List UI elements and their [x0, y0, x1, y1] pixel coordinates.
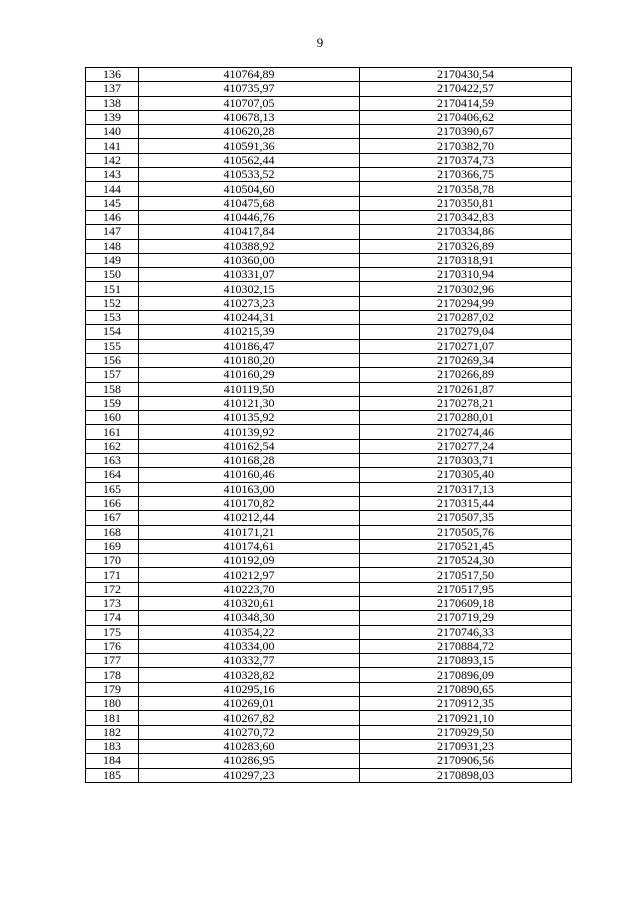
y-coordinate-cell: 2170266,89 [360, 368, 572, 382]
table-row [86, 239, 572, 253]
y-coordinate-cell: 2170517,50 [360, 568, 572, 582]
x-coordinate-cell: 410267,82 [139, 711, 360, 725]
x-coordinate-cell: 410121,30 [139, 396, 360, 410]
x-coordinate-cell: 410273,23 [139, 296, 360, 310]
x-coordinate-cell: 410388,92 [139, 239, 360, 253]
point-number-cell: 137 [86, 82, 139, 96]
x-coordinate-cell: 410223,70 [139, 582, 360, 596]
x-coordinate-cell: 410764,89 [139, 68, 360, 82]
x-coordinate-cell: 410735,97 [139, 82, 360, 96]
point-number-cell: 150 [86, 268, 139, 282]
table-row [86, 225, 572, 239]
table-row [86, 496, 572, 510]
point-number-cell: 176 [86, 639, 139, 653]
x-coordinate-cell: 410331,07 [139, 268, 360, 282]
table-row [86, 482, 572, 496]
point-number-cell: 163 [86, 454, 139, 468]
y-coordinate-cell: 2170358,78 [360, 182, 572, 196]
point-number-cell: 171 [86, 568, 139, 582]
point-number-cell: 136 [86, 68, 139, 82]
table-row [86, 282, 572, 296]
table-row [86, 697, 572, 711]
y-coordinate-cell: 2170898,03 [360, 768, 572, 782]
y-coordinate-cell: 2170274,46 [360, 425, 572, 439]
x-coordinate-cell: 410320,61 [139, 596, 360, 610]
table-row [86, 711, 572, 725]
point-number-cell: 139 [86, 110, 139, 124]
y-coordinate-cell: 2170524,30 [360, 554, 572, 568]
x-coordinate-cell: 410446,76 [139, 210, 360, 224]
y-coordinate-cell: 2170719,29 [360, 611, 572, 625]
y-coordinate-cell: 2170517,95 [360, 582, 572, 596]
x-coordinate-cell: 410283,60 [139, 739, 360, 753]
x-coordinate-cell: 410302,15 [139, 282, 360, 296]
point-number-cell: 152 [86, 296, 139, 310]
x-coordinate-cell: 410212,97 [139, 568, 360, 582]
table-row [86, 296, 572, 310]
x-coordinate-cell: 410707,05 [139, 96, 360, 110]
table-row [86, 253, 572, 267]
table-row [86, 739, 572, 753]
point-number-cell: 144 [86, 182, 139, 196]
point-number-cell: 174 [86, 611, 139, 625]
y-coordinate-cell: 2170390,67 [360, 125, 572, 139]
table-row [86, 568, 572, 582]
y-coordinate-cell: 2170279,04 [360, 325, 572, 339]
x-coordinate-cell: 410163,00 [139, 482, 360, 496]
point-number-cell: 159 [86, 396, 139, 410]
y-coordinate-cell: 2170912,35 [360, 697, 572, 711]
point-number-cell: 147 [86, 225, 139, 239]
point-number-cell: 148 [86, 239, 139, 253]
x-coordinate-cell: 410171,21 [139, 525, 360, 539]
x-coordinate-cell: 410354,22 [139, 625, 360, 639]
y-coordinate-cell: 2170382,70 [360, 139, 572, 153]
x-coordinate-cell: 410270,72 [139, 725, 360, 739]
point-number-cell: 154 [86, 325, 139, 339]
y-coordinate-cell: 2170271,07 [360, 339, 572, 353]
table-row [86, 68, 572, 82]
y-coordinate-cell: 2170746,33 [360, 625, 572, 639]
table-row [86, 325, 572, 339]
x-coordinate-cell: 410562,44 [139, 153, 360, 167]
x-coordinate-cell: 410160,46 [139, 468, 360, 482]
y-coordinate-cell: 2170884,72 [360, 639, 572, 653]
point-number-cell: 172 [86, 582, 139, 596]
x-coordinate-cell: 410295,16 [139, 682, 360, 696]
coordinates-table [85, 67, 572, 783]
point-number-cell: 181 [86, 711, 139, 725]
table-row [86, 168, 572, 182]
point-number-cell: 138 [86, 96, 139, 110]
table-row [86, 596, 572, 610]
table-row [86, 139, 572, 153]
y-coordinate-cell: 2170317,13 [360, 482, 572, 496]
point-number-cell: 180 [86, 697, 139, 711]
table-row [86, 654, 572, 668]
x-coordinate-cell: 410162,54 [139, 439, 360, 453]
table-row [86, 611, 572, 625]
point-number-cell: 156 [86, 353, 139, 367]
table-row [86, 511, 572, 525]
table-row [86, 411, 572, 425]
table-row [86, 768, 572, 782]
x-coordinate-cell: 410328,82 [139, 668, 360, 682]
table-row [86, 96, 572, 110]
table-row [86, 468, 572, 482]
y-coordinate-cell: 2170310,94 [360, 268, 572, 282]
x-coordinate-cell: 410180,20 [139, 353, 360, 367]
point-number-cell: 142 [86, 153, 139, 167]
y-coordinate-cell: 2170315,44 [360, 496, 572, 510]
y-coordinate-cell: 2170896,09 [360, 668, 572, 682]
x-coordinate-cell: 410170,82 [139, 496, 360, 510]
point-number-cell: 170 [86, 554, 139, 568]
x-coordinate-cell: 410160,29 [139, 368, 360, 382]
x-coordinate-cell: 410186,47 [139, 339, 360, 353]
point-number-cell: 184 [86, 754, 139, 768]
point-number-cell: 164 [86, 468, 139, 482]
point-number-cell: 177 [86, 654, 139, 668]
y-coordinate-cell: 2170521,45 [360, 539, 572, 553]
table-row [86, 725, 572, 739]
table-row [86, 353, 572, 367]
x-coordinate-cell: 410678,13 [139, 110, 360, 124]
y-coordinate-cell: 2170350,81 [360, 196, 572, 210]
table-row [86, 525, 572, 539]
x-coordinate-cell: 410286,95 [139, 754, 360, 768]
y-coordinate-cell: 2170929,50 [360, 725, 572, 739]
y-coordinate-cell: 2170278,21 [360, 396, 572, 410]
table-row [86, 311, 572, 325]
x-coordinate-cell: 410168,28 [139, 454, 360, 468]
point-number-cell: 151 [86, 282, 139, 296]
table-row [86, 539, 572, 553]
x-coordinate-cell: 410620,28 [139, 125, 360, 139]
y-coordinate-cell: 2170294,99 [360, 296, 572, 310]
y-coordinate-cell: 2170277,24 [360, 439, 572, 453]
table-row [86, 82, 572, 96]
x-coordinate-cell: 410297,23 [139, 768, 360, 782]
table-row [86, 625, 572, 639]
y-coordinate-cell: 2170287,02 [360, 311, 572, 325]
point-number-cell: 173 [86, 596, 139, 610]
table-row [86, 439, 572, 453]
x-coordinate-cell: 410533,52 [139, 168, 360, 182]
x-coordinate-cell: 410360,00 [139, 253, 360, 267]
point-number-cell: 140 [86, 125, 139, 139]
y-coordinate-cell: 2170609,18 [360, 596, 572, 610]
y-coordinate-cell: 2170326,89 [360, 239, 572, 253]
point-number-cell: 146 [86, 210, 139, 224]
x-coordinate-cell: 410119,50 [139, 382, 360, 396]
point-number-cell: 167 [86, 511, 139, 525]
table-row [86, 196, 572, 210]
table-row [86, 210, 572, 224]
point-number-cell: 169 [86, 539, 139, 553]
y-coordinate-cell: 2170318,91 [360, 253, 572, 267]
y-coordinate-cell: 2170906,56 [360, 754, 572, 768]
table-row [86, 454, 572, 468]
point-number-cell: 182 [86, 725, 139, 739]
x-coordinate-cell: 410139,92 [139, 425, 360, 439]
table-row [86, 125, 572, 139]
table-row [86, 554, 572, 568]
y-coordinate-cell: 2170890,65 [360, 682, 572, 696]
point-number-cell: 179 [86, 682, 139, 696]
y-coordinate-cell: 2170374,73 [360, 153, 572, 167]
y-coordinate-cell: 2170406,62 [360, 110, 572, 124]
x-coordinate-cell: 410417,84 [139, 225, 360, 239]
table-row [86, 425, 572, 439]
x-coordinate-cell: 410348,30 [139, 611, 360, 625]
point-number-cell: 158 [86, 382, 139, 396]
point-number-cell: 165 [86, 482, 139, 496]
x-coordinate-cell: 410135,92 [139, 411, 360, 425]
table-row [86, 110, 572, 124]
point-number-cell: 166 [86, 496, 139, 510]
y-coordinate-cell: 2170893,15 [360, 654, 572, 668]
table-row [86, 682, 572, 696]
coordinates-table-body [86, 68, 572, 783]
x-coordinate-cell: 410504,60 [139, 182, 360, 196]
point-number-cell: 143 [86, 168, 139, 182]
x-coordinate-cell: 410215,39 [139, 325, 360, 339]
y-coordinate-cell: 2170430,54 [360, 68, 572, 82]
y-coordinate-cell: 2170507,35 [360, 511, 572, 525]
x-coordinate-cell: 410212,44 [139, 511, 360, 525]
x-coordinate-cell: 410174,61 [139, 539, 360, 553]
point-number-cell: 162 [86, 439, 139, 453]
point-number-cell: 155 [86, 339, 139, 353]
y-coordinate-cell: 2170422,57 [360, 82, 572, 96]
y-coordinate-cell: 2170334,86 [360, 225, 572, 239]
y-coordinate-cell: 2170261,87 [360, 382, 572, 396]
table-row [86, 754, 572, 768]
y-coordinate-cell: 2170505,76 [360, 525, 572, 539]
table-row [86, 668, 572, 682]
point-number-cell: 185 [86, 768, 139, 782]
point-number-cell: 160 [86, 411, 139, 425]
y-coordinate-cell: 2170414,59 [360, 96, 572, 110]
x-coordinate-cell: 410591,36 [139, 139, 360, 153]
x-coordinate-cell: 410192,09 [139, 554, 360, 568]
x-coordinate-cell: 410334,00 [139, 639, 360, 653]
point-number-cell: 175 [86, 625, 139, 639]
x-coordinate-cell: 410332,77 [139, 654, 360, 668]
table-row [86, 639, 572, 653]
y-coordinate-cell: 2170921,10 [360, 711, 572, 725]
point-number-cell: 145 [86, 196, 139, 210]
y-coordinate-cell: 2170342,83 [360, 210, 572, 224]
table-row [86, 153, 572, 167]
point-number-cell: 149 [86, 253, 139, 267]
table-row [86, 382, 572, 396]
y-coordinate-cell: 2170269,34 [360, 353, 572, 367]
point-number-cell: 141 [86, 139, 139, 153]
x-coordinate-cell: 410475,68 [139, 196, 360, 210]
y-coordinate-cell: 2170305,40 [360, 468, 572, 482]
table-row [86, 396, 572, 410]
point-number-cell: 178 [86, 668, 139, 682]
x-coordinate-cell: 410244,31 [139, 311, 360, 325]
table-row [86, 339, 572, 353]
table-row [86, 368, 572, 382]
point-number-cell: 168 [86, 525, 139, 539]
table-row [86, 268, 572, 282]
point-number-cell: 161 [86, 425, 139, 439]
y-coordinate-cell: 2170280,01 [360, 411, 572, 425]
y-coordinate-cell: 2170303,71 [360, 454, 572, 468]
table-row [86, 582, 572, 596]
table-row [86, 182, 572, 196]
y-coordinate-cell: 2170302,96 [360, 282, 572, 296]
x-coordinate-cell: 410269,01 [139, 697, 360, 711]
point-number-cell: 153 [86, 311, 139, 325]
point-number-cell: 157 [86, 368, 139, 382]
point-number-cell: 183 [86, 739, 139, 753]
page-number: 9 [316, 35, 324, 50]
y-coordinate-cell: 2170366,75 [360, 168, 572, 182]
y-coordinate-cell: 2170931,23 [360, 739, 572, 753]
